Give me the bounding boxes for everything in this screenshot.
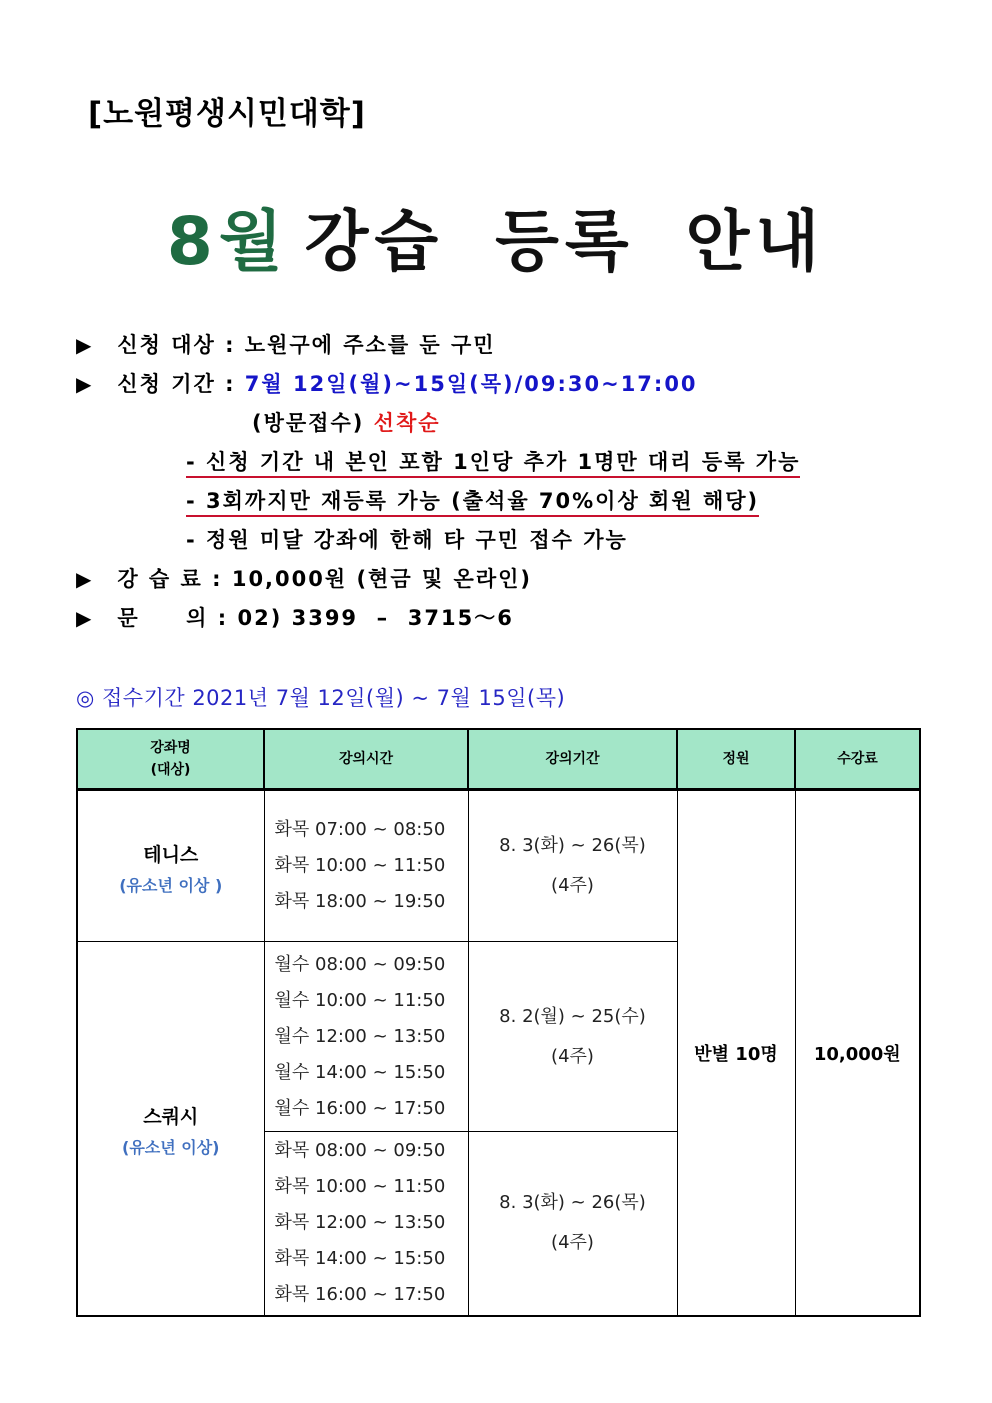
title-month: 8월 <box>166 203 289 280</box>
period-weeks: (4주) <box>551 875 594 896</box>
time-slot: 월수 16:00 ~ 17:50 <box>274 1097 446 1119</box>
time-slot: 월수 10:00 ~ 11:50 <box>274 989 446 1011</box>
target-row <box>76 326 936 365</box>
first-come-text: 선착순 <box>373 411 441 435</box>
period-weeks: (4주) <box>551 1232 594 1254</box>
time-slot: 화목 18:00 ~ 19:50 <box>274 891 446 912</box>
note-text: - 정원 미달 강좌에 한해 타 구민 접수 가능 <box>186 528 628 552</box>
time-slot: 월수 14:00 ~ 15:50 <box>274 1061 446 1083</box>
contact-label: 문 의 : <box>117 606 229 630</box>
note-row <box>76 521 936 560</box>
note-text: - 3회까지만 재등록 가능 (출석율 70%이상 회원 해당) <box>186 489 759 517</box>
course-target: (유소년 이상 ) <box>119 875 223 895</box>
note-text: - 신청 기간 내 본인 포함 1인당 추가 1명만 대리 등록 가능 <box>186 450 800 478</box>
note-row <box>76 443 936 482</box>
bullet-icon: ▶ <box>76 606 94 630</box>
visit-row <box>76 404 936 443</box>
period-dates: 8. 2(월) ~ 25(수) <box>499 1005 646 1027</box>
header-course-line1: 강좌명 <box>150 740 191 756</box>
time-slot: 화목 12:00 ~ 13:50 <box>274 1212 446 1234</box>
fee-row <box>76 560 936 599</box>
bullet-icon: ▶ <box>76 333 94 357</box>
bullet-icon: ▶ <box>76 567 94 591</box>
period-dates: 8. 3(화) ~ 26(목) <box>499 1192 646 1214</box>
course-cell-squash <box>77 942 264 1316</box>
title-rest: 강습 등록 안내 <box>304 203 826 280</box>
page-title <box>0 188 992 283</box>
target-value: 노원구에 주소를 둔 구민 <box>244 333 496 357</box>
visit-text: (방문접수) <box>252 411 365 435</box>
period-row <box>76 365 936 404</box>
time-cell <box>264 790 468 942</box>
time-slot: 화목 07:00 ~ 08:50 <box>274 819 446 840</box>
bullet-icon: ▶ <box>76 372 94 396</box>
period-cell <box>468 1132 677 1316</box>
fee-value: 10,000원 (현금 및 온라인) <box>231 567 532 591</box>
course-table <box>76 728 921 1317</box>
period-weeks: (4주) <box>551 1045 594 1067</box>
course-name: 테니스 <box>143 843 199 866</box>
time-slot: 월수 08:00 ~ 09:50 <box>274 953 446 975</box>
header-course <box>77 729 264 790</box>
table-header-row <box>77 729 920 790</box>
time-cell <box>264 1132 468 1316</box>
reception-period: ◎ 접수기간 2021년 7월 12일(월) ~ 7월 15일(목) <box>76 686 566 710</box>
capacity-cell: 반별 10명 <box>677 790 795 1316</box>
contact-row <box>76 599 936 638</box>
note-row <box>76 482 936 521</box>
course-name: 스쿼시 <box>143 1105 199 1128</box>
period-cell <box>468 790 677 942</box>
period-label: 신청 기간 : <box>117 372 236 396</box>
time-slot: 화목 10:00 ~ 11:50 <box>274 855 446 876</box>
contact-value: 02) 3399 – 3715～6 <box>237 606 514 630</box>
period-value: 7월 12일(월)~15일(목)/09:30~17:00 <box>244 372 698 396</box>
time-slot: 화목 14:00 ~ 15:50 <box>274 1248 446 1270</box>
course-cell-tennis <box>77 790 264 942</box>
period-cell <box>468 942 677 1132</box>
header-fee: 수강료 <box>795 729 920 790</box>
target-label: 신청 대상 : <box>117 333 236 357</box>
header-period: 강의기간 <box>468 729 677 790</box>
fee-label: 강 습 료 : <box>117 567 223 591</box>
time-slot: 화목 08:00 ~ 09:50 <box>274 1140 446 1162</box>
fee-cell: 10,000원 <box>795 790 920 1316</box>
course-target: (유소년 이상) <box>122 1137 220 1157</box>
time-slot: 화목 16:00 ~ 17:50 <box>274 1284 446 1306</box>
time-slot: 월수 12:00 ~ 13:50 <box>274 1025 446 1047</box>
header-time: 강의시간 <box>264 729 468 790</box>
table-row <box>77 790 920 942</box>
time-slot: 화목 10:00 ~ 11:50 <box>274 1176 446 1198</box>
org-title: [노원평생시민대학] <box>88 96 366 132</box>
time-cell <box>264 942 468 1132</box>
period-dates: 8. 3(화) ~ 26(목) <box>499 835 646 856</box>
info-section <box>76 326 936 638</box>
header-capacity: 정원 <box>677 729 795 790</box>
header-course-line2: (대상) <box>150 762 191 778</box>
